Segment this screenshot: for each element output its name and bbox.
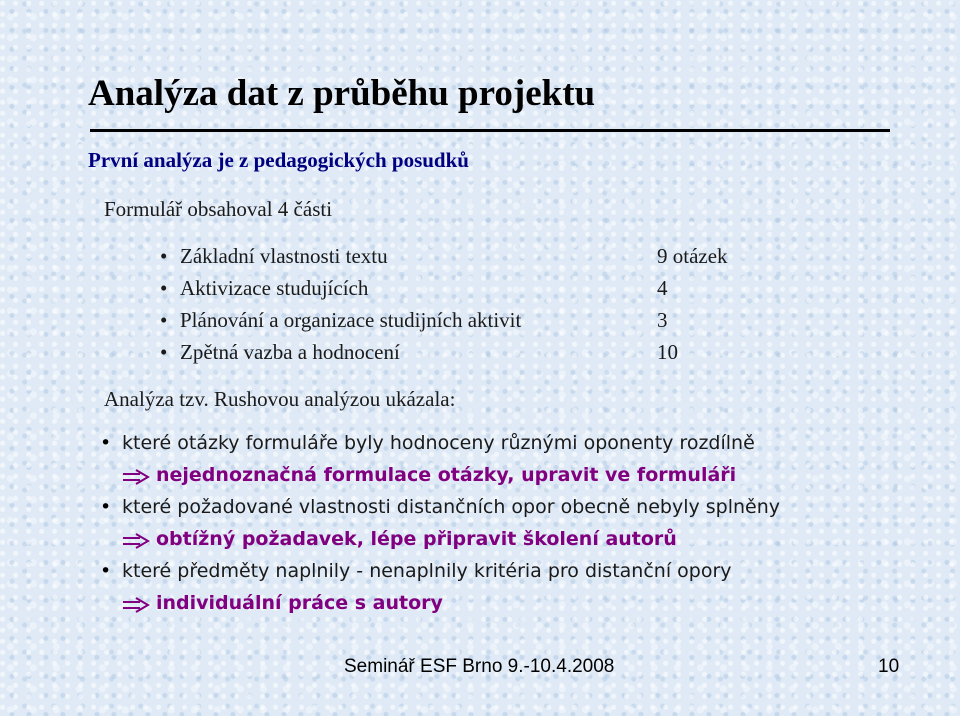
section-name: Plánování a organizace studijních aktivit	[180, 308, 522, 332]
form-sections-list	[160, 244, 760, 372]
conclusion-text: obtížný požadavek, lépe připravit školení autorů	[156, 528, 677, 550]
slide-subtitle: První analýza je z pedagogických posudků	[88, 148, 469, 172]
list-item	[160, 308, 760, 340]
list-item	[160, 276, 760, 308]
title-underline	[90, 129, 890, 132]
conclusion-text: individuální práce s autory	[156, 592, 443, 614]
double-right-arrow-icon	[122, 596, 150, 614]
analysis-intro: Analýza tzv. Rushovou analýzou ukázala:	[104, 387, 456, 411]
conclusion-text: nejednoznačná formulace otázky, upravit ve formuláři	[156, 464, 737, 486]
section-count: 4	[657, 276, 668, 300]
footer-event: Seminář ESF Brno 9.-10.4.2008	[344, 656, 615, 677]
finding-text: které předměty naplnily - nenaplnily kritéria pro distanční opory	[122, 560, 732, 582]
bullet-icon: •	[160, 244, 168, 268]
finding-text: které otázky formuláře byly hodnoceny různými oponenty rozdílně	[122, 432, 755, 454]
slide-title: Analýza dat z průběhu projektu	[88, 73, 596, 114]
section-name: Zpětná vazba a hodnocení	[180, 340, 400, 364]
section-count: 10	[657, 340, 678, 364]
bullet-icon: •	[100, 560, 112, 582]
section-name: Aktivizace studujících	[180, 276, 369, 300]
section-name: Základní vlastnosti textu	[180, 244, 388, 268]
double-right-arrow-icon	[122, 532, 150, 550]
section-count: 9 otázek	[657, 244, 728, 268]
page-number: 10	[878, 656, 900, 677]
list-item	[160, 340, 760, 372]
list-item	[160, 244, 760, 276]
finding-text: které požadované vlastnosti distančních opor obecně nebyly splněny	[122, 496, 781, 518]
double-right-arrow-icon	[122, 468, 150, 486]
bullet-icon: •	[160, 308, 168, 332]
bullet-icon: •	[100, 432, 112, 454]
form-intro: Formulář obsahoval 4 části	[104, 197, 333, 221]
bullet-icon: •	[160, 276, 168, 300]
bullet-icon: •	[160, 340, 168, 364]
bullet-icon: •	[100, 496, 112, 518]
section-count: 3	[657, 308, 668, 332]
